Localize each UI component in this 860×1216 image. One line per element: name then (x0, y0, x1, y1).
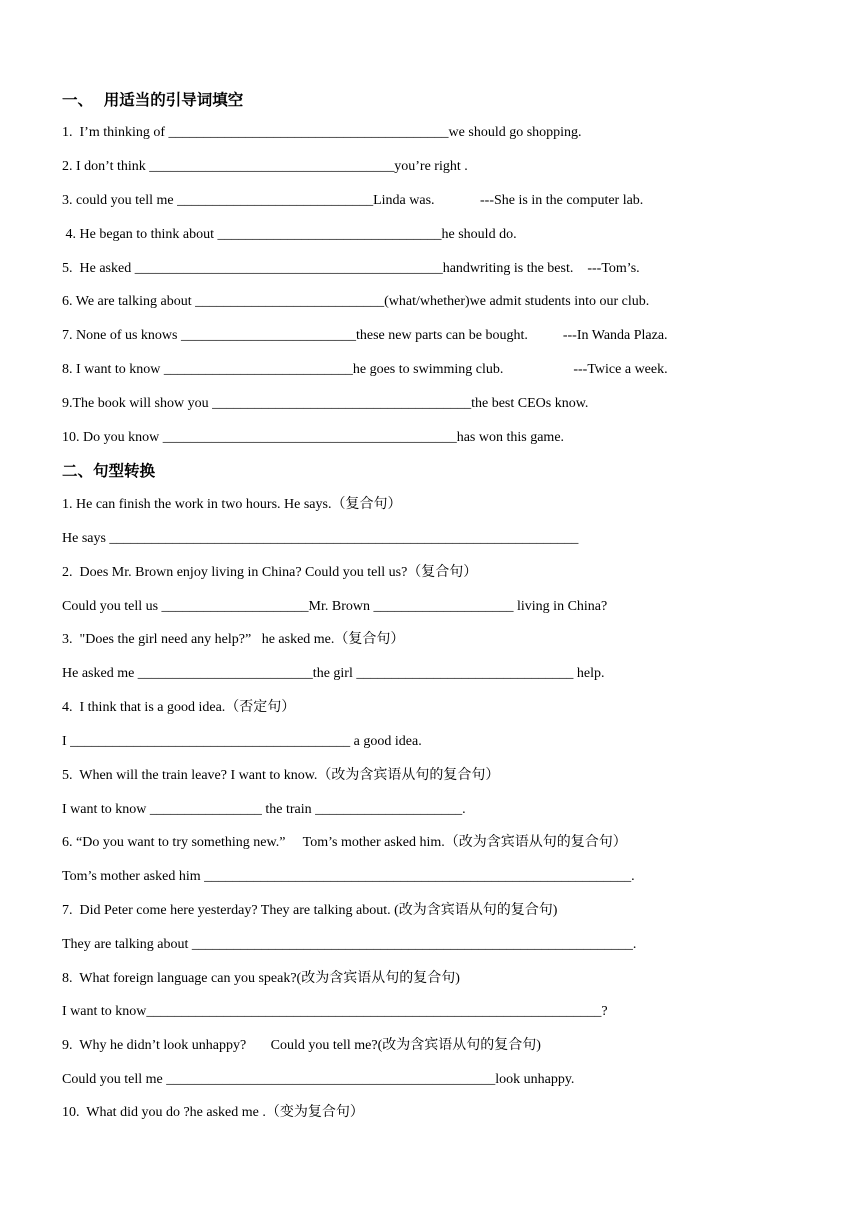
section-1-heading: 一、 用适当的引导词填空 (62, 91, 244, 109)
fill-blank-item-10: 10. Do you know __________________________________________has won this game. (62, 430, 565, 445)
fill-blank-item-4: 4. He began to think about ________________________________he should do. (62, 227, 517, 242)
transform-question-7: 7. Did Peter come here yesterday? They are talking about. (改为含宾语从句的复合句) (62, 903, 558, 918)
transform-question-5: 5. When will the train leave? I want to know.（改为含宾语从句的复合句） (62, 768, 500, 783)
transform-answer-2: Could you tell us _____________________Mr. Brown ____________________ living in China? (62, 599, 608, 614)
transform-answer-9: Could you tell me _______________________________________________look unhappy. (62, 1072, 575, 1087)
transform-answer-5: I want to know ________________ the train _____________________. (62, 802, 466, 817)
transform-question-1: 1. He can finish the work in two hours. He says.（复合句） (62, 497, 402, 512)
fill-blank-item-9: 9.The book will show you _____________________________________the best CEOs know. (62, 396, 589, 411)
transform-answer-7: They are talking about _______________________________________________________________. (62, 937, 637, 952)
fill-blank-item-8: 8. I want to know ___________________________he goes to swimming club. ---Twice a week. (62, 362, 668, 377)
transform-answer-3: He asked me _________________________the girl _______________________________ help. (62, 666, 605, 681)
transform-question-9: 9. Why he didn’t look unhappy? Could you tell me?(改为含宾语从句的复合句) (62, 1038, 541, 1053)
fill-blank-item-7: 7. None of us knows _________________________these new parts can be bought. ---In Wanda Plaza. (62, 328, 668, 343)
transform-answer-8: I want to know_________________________________________________________________? (62, 1004, 608, 1019)
transform-question-3: 3. "Does the girl need any help?” he asked me.（复合句） (62, 632, 405, 647)
fill-blank-item-3: 3. could you tell me ____________________________Linda was. ---She is in the computer lab. (62, 193, 644, 208)
fill-blank-item-2: 2. I don’t think ___________________________________you’re right . (62, 159, 468, 174)
fill-blank-item-6: 6. We are talking about ___________________________(what/whether)we admit students into our club. (62, 294, 650, 309)
section-2-heading: 二、句型转换 (62, 462, 156, 480)
transform-answer-6: Tom’s mother asked him _____________________________________________________________. (62, 869, 635, 884)
transform-question-10: 10. What did you do ?he asked me .（变为复合句） (62, 1105, 364, 1120)
fill-blank-item-1: 1. I’m thinking of ________________________________________we should go shopping. (62, 125, 582, 140)
fill-blank-item-5: 5. He asked ____________________________________________handwriting is the best. ---Tom’s. (62, 261, 640, 276)
transform-question-8: 8. What foreign language can you speak?(改为含宾语从句的复合句) (62, 971, 460, 986)
transform-question-6: 6. “Do you want to try something new.” Tom’s mother asked him.（改为含宾语从句的复合句） (62, 835, 627, 850)
transform-answer-1: He says ___________________________________________________________________ (62, 531, 579, 546)
transform-question-2: 2. Does Mr. Brown enjoy living in China? Could you tell us?（复合句） (62, 565, 478, 580)
transform-question-4: 4. I think that is a good idea.（否定句） (62, 700, 296, 715)
transform-answer-4: I ________________________________________ a good idea. (62, 734, 422, 749)
